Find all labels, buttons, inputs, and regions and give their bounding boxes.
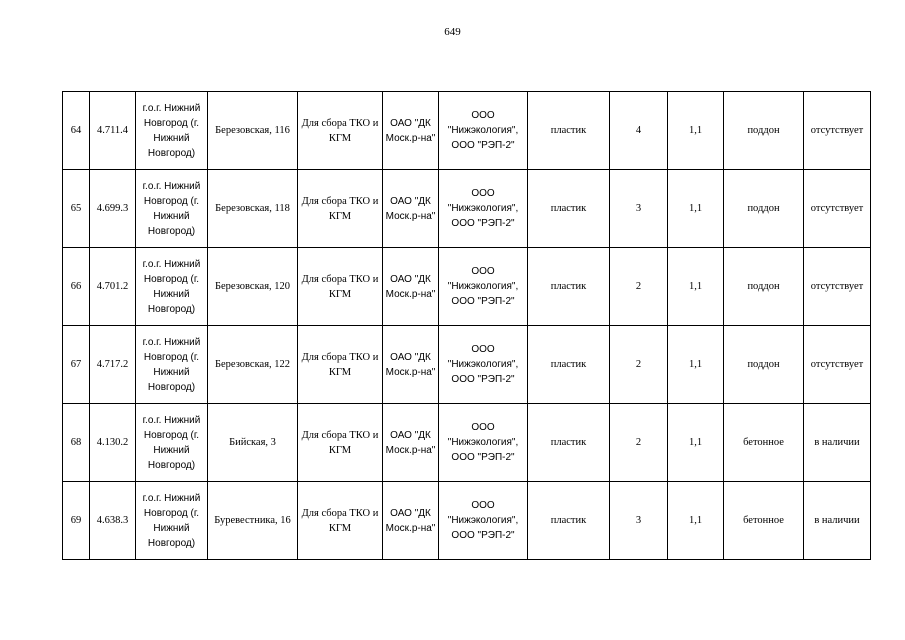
address-cell: Березовская, 120 bbox=[208, 248, 298, 326]
row-number: 69 bbox=[63, 482, 90, 560]
base-cell: бетонное bbox=[724, 404, 804, 482]
address-cell: Буревестника, 16 bbox=[208, 482, 298, 560]
address-cell: Березовская, 122 bbox=[208, 326, 298, 404]
purpose-cell: Для сбора ТКО и КГМ bbox=[298, 92, 383, 170]
fence-cell: отсутствует bbox=[804, 170, 871, 248]
owner-cell: ОАО "ДК Моск.р-на" bbox=[383, 248, 439, 326]
container-volume-cell: 1,1 bbox=[668, 326, 724, 404]
table-row bbox=[63, 326, 871, 404]
purpose-cell: Для сбора ТКО и КГМ bbox=[298, 482, 383, 560]
base-cell: поддон bbox=[724, 326, 804, 404]
material-cell: пластик bbox=[528, 482, 610, 560]
base-cell: поддон bbox=[724, 248, 804, 326]
material-cell: пластик bbox=[528, 170, 610, 248]
row-number: 65 bbox=[63, 170, 90, 248]
container-count-cell: 3 bbox=[610, 170, 668, 248]
row-number: 68 bbox=[63, 404, 90, 482]
fence-cell: отсутствует bbox=[804, 92, 871, 170]
table-row bbox=[63, 248, 871, 326]
container-count-cell: 2 bbox=[610, 248, 668, 326]
material-cell: пластик bbox=[528, 404, 610, 482]
fence-cell: в наличии bbox=[804, 404, 871, 482]
owner-cell: ОАО "ДК Моск.р-на" bbox=[383, 170, 439, 248]
table-row bbox=[63, 482, 871, 560]
fence-cell: отсутствует bbox=[804, 326, 871, 404]
locality-cell: г.о.г. Нижний Новгород (г. Нижний Новгород) bbox=[136, 92, 208, 170]
owner-cell: ОАО "ДК Моск.р-на" bbox=[383, 326, 439, 404]
locality-cell: г.о.г. Нижний Новгород (г. Нижний Новгород) bbox=[136, 482, 208, 560]
container-count-cell: 3 bbox=[610, 482, 668, 560]
operator-cell: ООО "Нижэкология", ООО "РЭП-2" bbox=[439, 248, 528, 326]
address-cell: Березовская, 116 bbox=[208, 92, 298, 170]
material-cell: пластик bbox=[528, 248, 610, 326]
site-code: 4.699.3 bbox=[90, 170, 136, 248]
container-count-cell: 2 bbox=[610, 326, 668, 404]
site-code: 4.701.2 bbox=[90, 248, 136, 326]
operator-cell: ООО "Нижэкология", ООО "РЭП-2" bbox=[439, 92, 528, 170]
row-number: 67 bbox=[63, 326, 90, 404]
address-cell: Бийская, 3 bbox=[208, 404, 298, 482]
purpose-cell: Для сбора ТКО и КГМ bbox=[298, 404, 383, 482]
container-volume-cell: 1,1 bbox=[668, 404, 724, 482]
base-cell: поддон bbox=[724, 92, 804, 170]
address-cell: Березовская, 118 bbox=[208, 170, 298, 248]
purpose-cell: Для сбора ТКО и КГМ bbox=[298, 326, 383, 404]
table-row bbox=[63, 92, 871, 170]
site-code: 4.717.2 bbox=[90, 326, 136, 404]
container-count-cell: 4 bbox=[610, 92, 668, 170]
operator-cell: ООО "Нижэкология", ООО "РЭП-2" bbox=[439, 170, 528, 248]
table-row bbox=[63, 404, 871, 482]
container-volume-cell: 1,1 bbox=[668, 482, 724, 560]
site-code: 4.638.3 bbox=[90, 482, 136, 560]
material-cell: пластик bbox=[528, 92, 610, 170]
operator-cell: ООО "Нижэкология", ООО "РЭП-2" bbox=[439, 482, 528, 560]
owner-cell: ОАО "ДК Моск.р-на" bbox=[383, 482, 439, 560]
base-cell: поддон bbox=[724, 170, 804, 248]
container-volume-cell: 1,1 bbox=[668, 248, 724, 326]
container-count-cell: 2 bbox=[610, 404, 668, 482]
locality-cell: г.о.г. Нижний Новгород (г. Нижний Новгород) bbox=[136, 326, 208, 404]
row-number: 64 bbox=[63, 92, 90, 170]
container-volume-cell: 1,1 bbox=[668, 170, 724, 248]
base-cell: бетонное bbox=[724, 482, 804, 560]
purpose-cell: Для сбора ТКО и КГМ bbox=[298, 170, 383, 248]
operator-cell: ООО "Нижэкология", ООО "РЭП-2" bbox=[439, 326, 528, 404]
site-code: 4.711.4 bbox=[90, 92, 136, 170]
site-code: 4.130.2 bbox=[90, 404, 136, 482]
locality-cell: г.о.г. Нижний Новгород (г. Нижний Новгород) bbox=[136, 170, 208, 248]
operator-cell: ООО "Нижэкология", ООО "РЭП-2" bbox=[439, 404, 528, 482]
fence-cell: в наличии bbox=[804, 482, 871, 560]
fence-cell: отсутствует bbox=[804, 248, 871, 326]
purpose-cell: Для сбора ТКО и КГМ bbox=[298, 248, 383, 326]
locality-cell: г.о.г. Нижний Новгород (г. Нижний Новгород) bbox=[136, 404, 208, 482]
locality-cell: г.о.г. Нижний Новгород (г. Нижний Новгород) bbox=[136, 248, 208, 326]
registry-table bbox=[62, 91, 871, 560]
container-volume-cell: 1,1 bbox=[668, 92, 724, 170]
material-cell: пластик bbox=[528, 326, 610, 404]
table-row bbox=[63, 170, 871, 248]
owner-cell: ОАО "ДК Моск.р-на" bbox=[383, 404, 439, 482]
owner-cell: ОАО "ДК Моск.р-на" bbox=[383, 92, 439, 170]
page-number: 649 bbox=[444, 26, 461, 38]
row-number: 66 bbox=[63, 248, 90, 326]
